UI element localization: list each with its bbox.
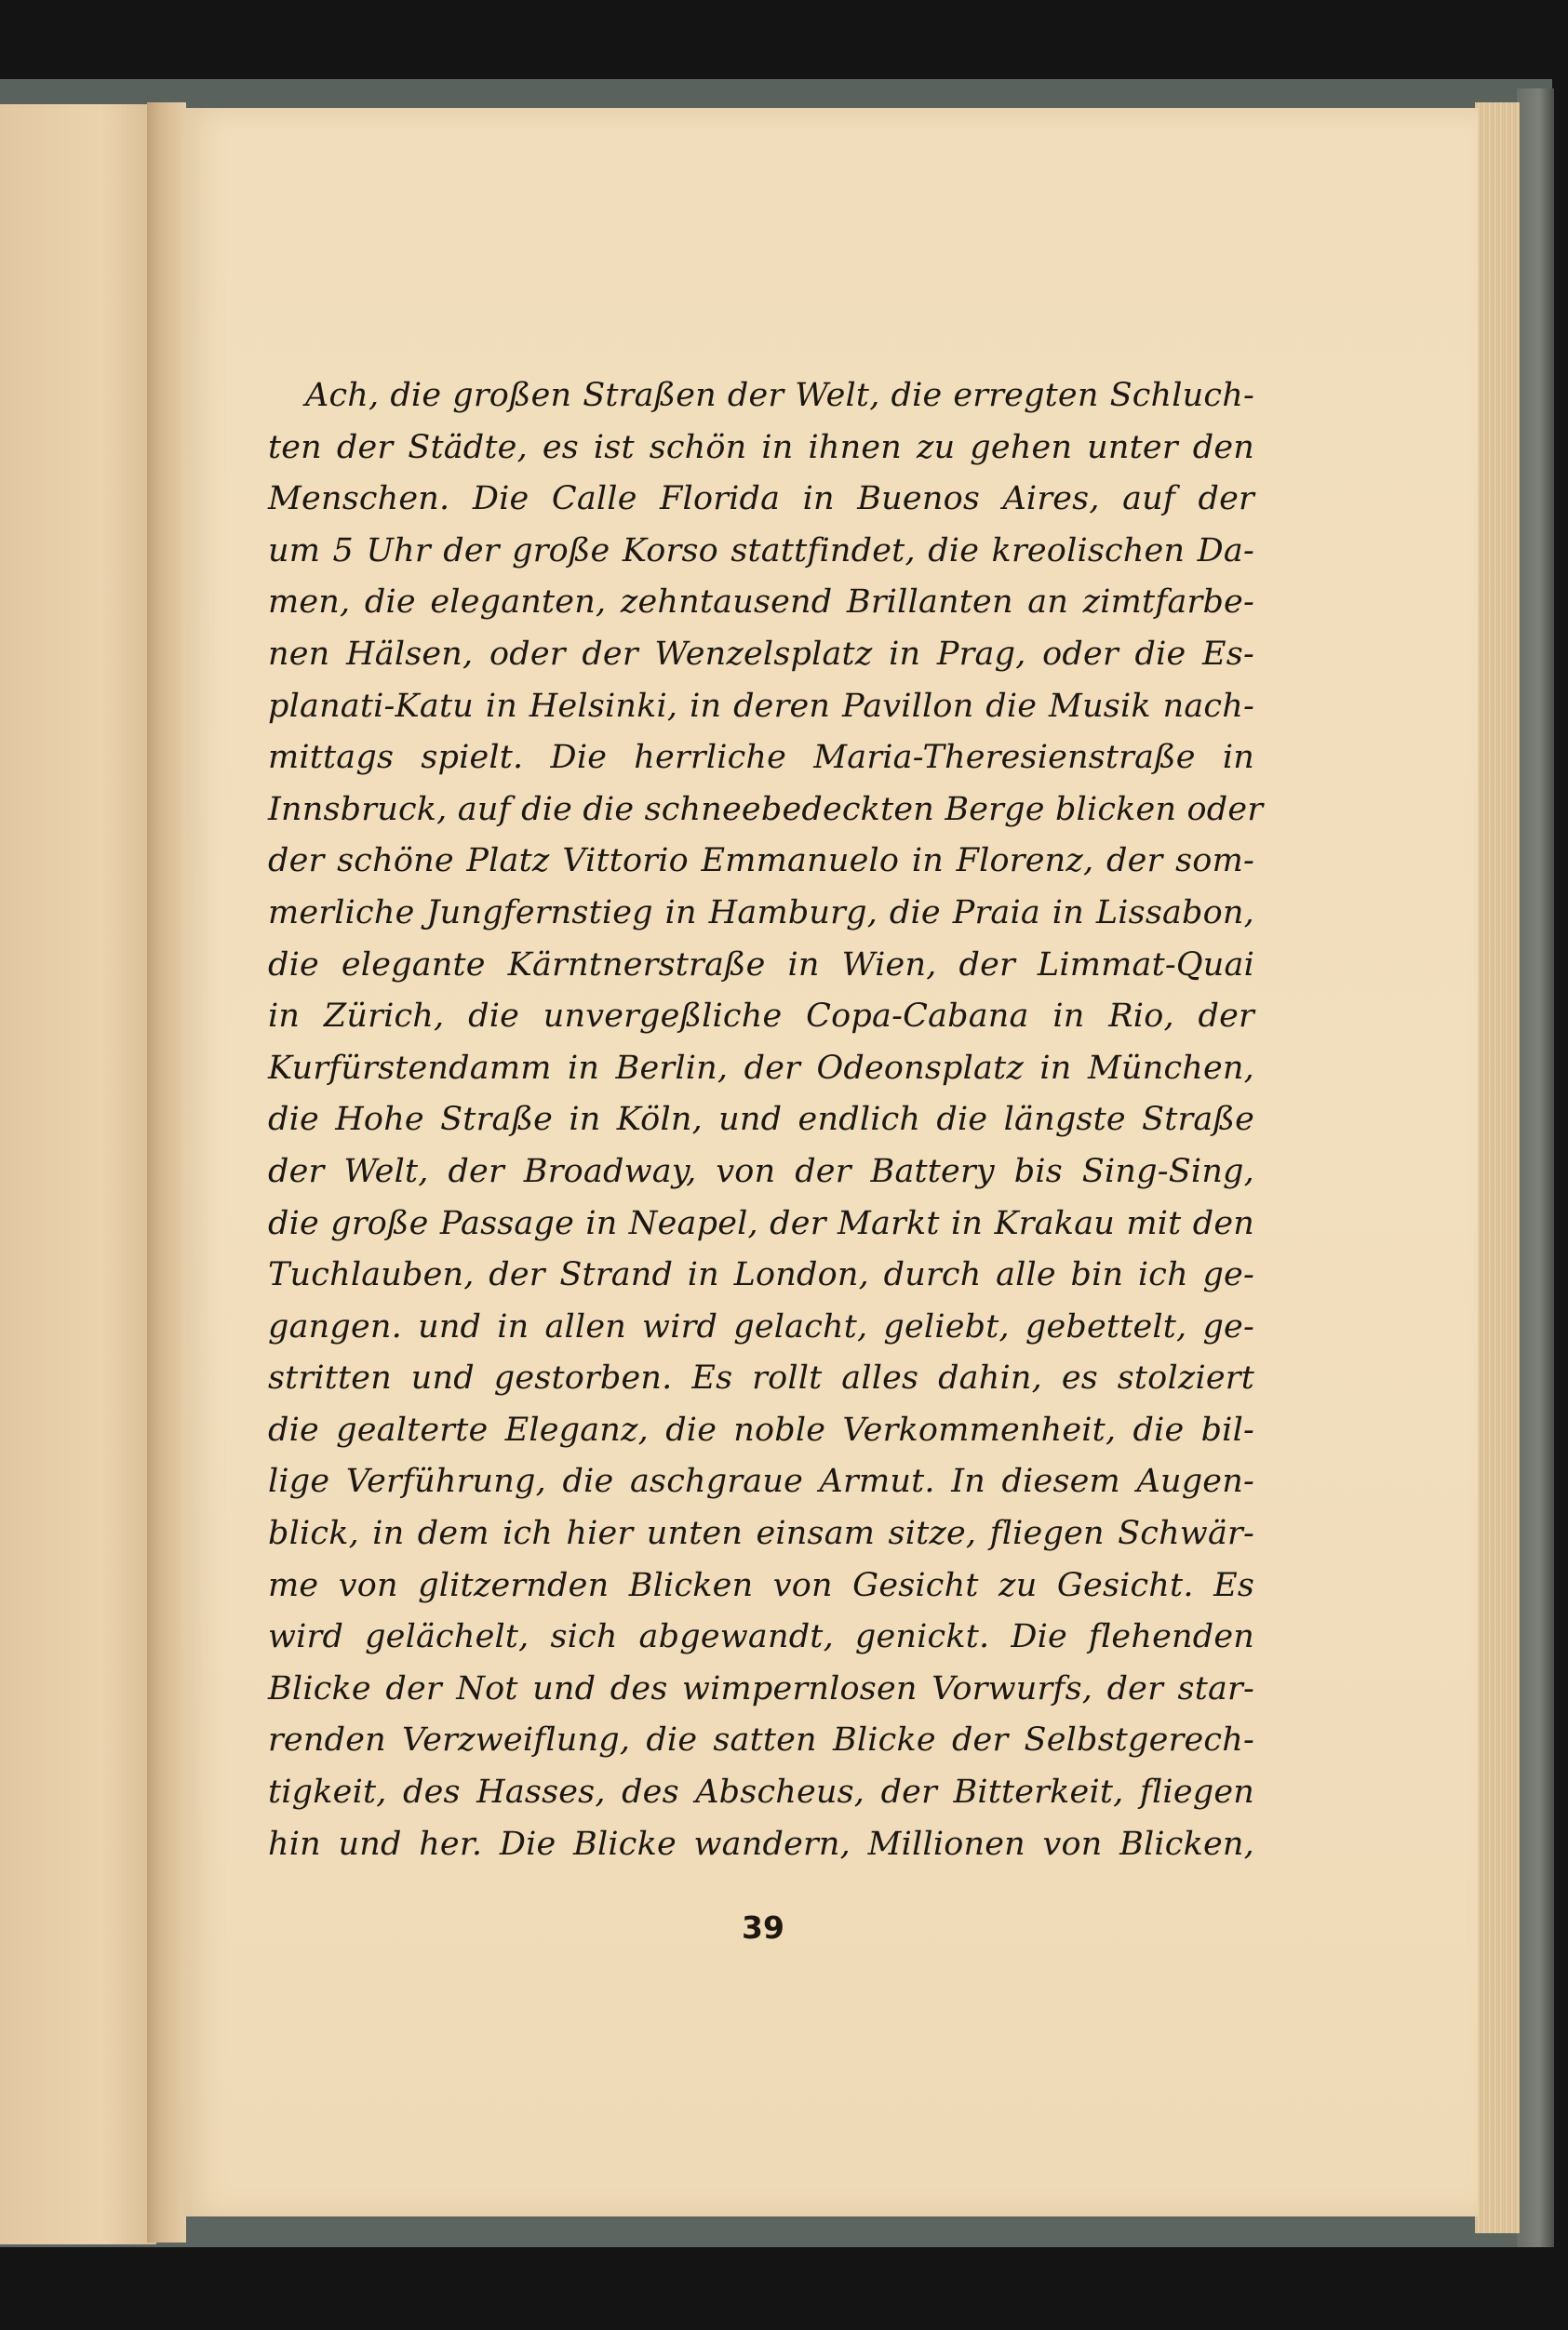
text-line: Menschen. Die Calle Florida in Buenos Aires, auf der bbox=[268, 480, 1254, 518]
text-line: die gealterte Eleganz, die noble Verkommenheit, die bil- bbox=[268, 1411, 1254, 1449]
text-line: me von glitzernden Blicken von Gesicht zu Gesicht. Es bbox=[268, 1566, 1254, 1604]
text-line: Kurfürstendamm in Berlin, der Odeonsplatz in München, bbox=[268, 1049, 1254, 1087]
text-line: Innsbruck, auf die die schneebedeckten Berge blicken oder bbox=[268, 790, 1264, 828]
text-line: wird gelächelt, sich abgewandt, genickt. Die flehenden bbox=[268, 1618, 1254, 1656]
text-line: ten der Städte, es ist schön in ihnen zu gehen unter den bbox=[268, 428, 1254, 466]
text-line: men, die eleganten, zehntausend Brillanten an zimtfarbe- bbox=[268, 583, 1254, 622]
text-line: die große Passage in Neapel, der Markt in Krakau mit den bbox=[268, 1204, 1254, 1242]
text-line: Blicke der Not und des wimpernlosen Vorwurfs, der star- bbox=[268, 1669, 1254, 1707]
text-line: hin und her. Die Blicke wandern, Millionen von Blicken, bbox=[268, 1825, 1254, 1863]
text-line: um 5 Uhr der große Korso stattfindet, die kreolischen Da- bbox=[268, 531, 1254, 569]
text-line: tigkeit, des Hasses, des Abscheus, der Bitterkeit, fliegen bbox=[268, 1774, 1254, 1812]
text-line: mittags spielt. Die herrliche Maria-Theresienstraße in bbox=[268, 739, 1254, 777]
text-line: lige Verführung, die aschgraue Armut. In diesem Augen- bbox=[268, 1463, 1254, 1501]
cover-edge bbox=[1517, 88, 1554, 2247]
text-line: gangen. und in allen wird gelacht, geliebt, gebettelt, ge- bbox=[268, 1307, 1254, 1346]
page-edges bbox=[1475, 102, 1520, 2233]
text-line: die elegante Kärntnerstraße in Wien, der Limmat-Quai bbox=[268, 945, 1254, 984]
text-line: in Zürich, die unvergeßliche Copa-Cabana in Rio, der bbox=[268, 998, 1254, 1036]
left-facing-page bbox=[0, 104, 156, 2244]
text-line: merliche Jungfernstieg in Hamburg, die Praia in Lissabon, bbox=[268, 893, 1254, 931]
book-gutter bbox=[147, 102, 186, 2243]
text-line: planati-Katu in Helsinki, in deren Pavillon die Musik nach- bbox=[268, 687, 1254, 725]
text-line: die Hohe Straße in Köln, und endlich die längste Straße bbox=[268, 1101, 1254, 1139]
text-line: renden Verzweiflung, die satten Blicke der Selbstgerech- bbox=[268, 1721, 1254, 1760]
page-number: 39 bbox=[742, 1909, 784, 1946]
text-line: nen Hälsen, oder der Wenzelsplatz in Prag, oder die Es- bbox=[268, 635, 1254, 673]
text-line: Ach, die großen Straßen der Welt, die erregten Schluch- bbox=[305, 377, 1254, 414]
text-line: blick, in dem ich hier unten einsam sitze, fliegen Schwär- bbox=[268, 1515, 1254, 1553]
text-line: Tuchlauben, der Strand in London, durch alle bin ich ge- bbox=[268, 1256, 1254, 1294]
text-line: der schöne Platz Vittorio Emmanuelo in Florenz, der som- bbox=[268, 842, 1254, 880]
text-line: der Welt, der Broadway, von der Battery bis Sing-Sing, bbox=[268, 1152, 1254, 1190]
text-line: stritten und gestorben. Es rollt alles dahin, es stolziert bbox=[268, 1359, 1254, 1398]
body-paragraph bbox=[268, 370, 1264, 1870]
